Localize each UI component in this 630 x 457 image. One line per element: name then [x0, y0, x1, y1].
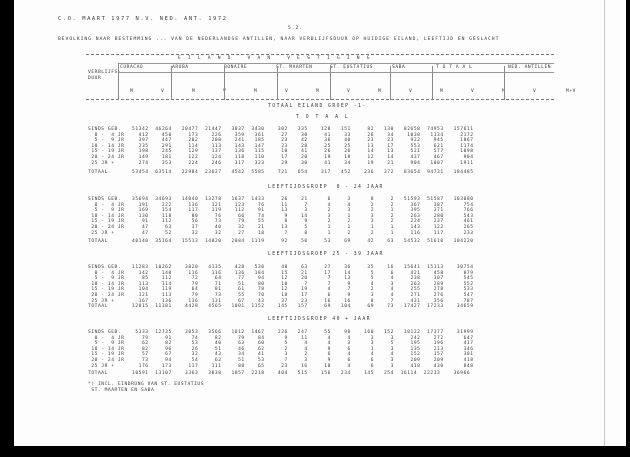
col-separator — [390, 66, 391, 100]
sex-m: M — [130, 89, 134, 94]
col-totaal: T O T A A L — [436, 65, 473, 70]
header-rule-top — [86, 54, 554, 55]
sex-m: M — [440, 89, 444, 94]
page-number: 5.2. — [288, 26, 304, 31]
sex-m: M — [316, 89, 320, 94]
header-rule-mid — [118, 63, 554, 64]
sex-v: V — [285, 89, 289, 94]
data-rows: 51342 46264 20477 21447 3037 3430 302 335 128 151 82 130 82658 74953 157611 412 450 173 226 359 361 27 30 41 33 26 34 1038 1134 2172 397 447 202 208 241 185 23 42 36 40 23 23 922 945 1867 235 291 114 113 143 147 23 28 25 25 13 17 553 621 1174 198 245 129 137 136 115 18 41 26 26 14 13 521 577 1098 149 181 122 124 118 110 17 20 19 18 12 14 437 467 904 274 353 224 246 317 323 29 30 41 34 19 21 904 1007 1911 — [132, 127, 474, 166]
header-rule-cols — [118, 72, 554, 73]
sex-v: V — [223, 89, 227, 94]
island-group-heading: E I L A N D V A N V E S T I G I N G — [178, 56, 372, 61]
total-label: TOTAAL — [88, 304, 108, 309]
col-aruba: ARUBA — [172, 65, 189, 70]
data-rows: 5333 12735 3053 3566 1012 1467 226 247 55 98 160 152 10122 17377 31999 79 91 74 82 79 84 9 11 4 4 3 3 242 272 647 62 82 53 40 63 60 5 4 4 3 3 5 195 196 417 82 96 26 51 46 62 2 4 9 6 1 3 135 213 346 57 67 32 43 34 41 3 2 6 4 4 4 152 157 301 73 94 54 62 51 53 7 3 9 6 6 3 209 209 418 176 173 117 111 88 65 23 16 10 4 6 3 418 430 848 — [135, 330, 474, 369]
table-title: BEVOLKING NAAR BESTEMMING ... VAN DE NEDERLANDSE ANTILLEN, NAAR VERBLIJFSDUUR OP HUIDIGE EILAND, LEEFTIJD EN GESLACHT — [58, 37, 500, 42]
sex-m: M — [502, 89, 506, 94]
col-separator — [432, 66, 433, 100]
sex-v: V — [471, 89, 475, 94]
document-reference: C.O. MAART 1977 N.V. NED. ANT. 1972 — [58, 16, 228, 22]
section-title: LEEFTIJDSGROEP 40 + JAAR — [268, 317, 371, 322]
total-label: TOTAAL — [88, 371, 108, 376]
header-rule-bottom — [86, 99, 554, 100]
total-row: 12015 11181 4428 4565 1001 1152 145 157 69 104 69 73 17427 17233 34659 — [132, 304, 474, 309]
section-title: TOTAAL EILAND GROEP -1- — [268, 104, 367, 109]
col-curacao: CURACAO — [120, 65, 144, 70]
sex-v: V — [533, 89, 537, 94]
col-separator — [504, 66, 505, 100]
col-bonaire: BONAIRE — [224, 65, 248, 70]
sex-v: V — [409, 89, 413, 94]
total-label: TOTAAL — [88, 170, 108, 175]
col-separator — [330, 66, 331, 100]
row-labels: SINDS GEB. 0 - 4 JR 5 - 9 JR 10 - 14 JR 15 - 19 JR 20 - 24 JR 25 JR + — [88, 330, 125, 369]
total-label: TOTAAL — [88, 239, 108, 244]
row-labels: SINDS GEB. 0 - 4 JR 5 - 9 JR 10 - 14 JR 15 - 19 JR 20 - 24 JR 25 JR + — [88, 127, 125, 166]
sex-m: M — [378, 89, 382, 94]
sex-m: M — [192, 89, 196, 94]
data-rows: 35694 34693 14040 13278 1637 1433 26 21 6 3 8 2 51593 51587 103080 191 222 136 121 123 76 11 7 4 4 2 2 367 387 754 169 154 117 119 112 91 13 3 2 3 2 1 395 371 766 130 118 80 76 66 74 9 14 3 1 3 2 263 280 543 91 112 56 73 79 55 8 9 2 2 3 2 224 237 461 47 63 37 40 32 21 13 5 1 1 1 1 143 122 265 47 52 32 32 27 18 7 8 1 2 2 1 116 117 233 — [132, 197, 474, 236]
section-title: LEEFTIJDSGROEP 25 - 39 JAAR — [268, 252, 384, 257]
sex-v: V — [347, 89, 351, 94]
row-label-header: VERBLIJFS- DUUR — [88, 70, 122, 81]
row-labels: SINDS GEB. 0 - 4 JR 5 - 9 JR 10 - 14 JR 15 - 19 JR 20 - 24 JR 25 JR + — [88, 265, 125, 304]
sex-v: V — [161, 89, 165, 94]
total-row: 10591 13107 3363 3838 1857 2218 404 515 156 234 145 254 16114 22233 36966 — [132, 371, 471, 376]
total-row: 40140 35164 15513 14820 2084 1119 92 50 53 69 42 63 54532 51610 104220 — [132, 239, 474, 244]
data-rows: 11283 10262 3820 4135 428 530 48 63 27 36 35 16 15641 15113 30754 142 140 116 116 136 184 15 21 17 14 5 6 421 458 879 85 112 72 64 77 94 12 20 7 13 5 4 238 307 545 113 114 79 71 51 80 10 7 7 9 4 3 263 289 552 104 119 64 81 61 78 12 19 4 7 2 4 255 278 533 121 113 79 73 55 70 18 17 6 9 3 4 271 276 547 167 136 136 131 67 43 37 23 16 16 8 7 431 356 787 — [132, 265, 474, 304]
col-separator — [118, 63, 119, 100]
col-st-maarten: ST. MAARTEN — [276, 65, 313, 70]
sex-m: M — [254, 89, 258, 94]
row-labels: SINDS GEB. 0 - 4 JR 5 - 9 JR 10 - 14 JR 15 - 19 JR 20 - 24 JR 25 JR + — [88, 197, 125, 236]
col-separator — [224, 66, 225, 100]
col-ned-antillen: NED. ANTILLEN — [508, 65, 552, 70]
section-title: LEEFTIJDSGROEP 0 - 24 JAAR — [268, 185, 384, 190]
sex-mv: M+V — [566, 89, 576, 94]
col-separator — [171, 66, 172, 100]
section-subtitle: T O T A A L — [296, 115, 350, 120]
page-binding-edge — [604, 0, 605, 446]
col-st-eustatius: ST. EUSTATIUS — [330, 65, 374, 70]
col-saba: SABA — [392, 65, 406, 70]
footnote: *) INCL. EINDRUNG VAN ST. EUSTATIUS ST. MAARTEN EN SABA — [88, 382, 205, 393]
col-separator — [277, 66, 278, 100]
total-row: 53454 63514 22984 23627 4542 5585 721 654 317 452 236 372 83654 94731 184485 — [132, 170, 474, 175]
